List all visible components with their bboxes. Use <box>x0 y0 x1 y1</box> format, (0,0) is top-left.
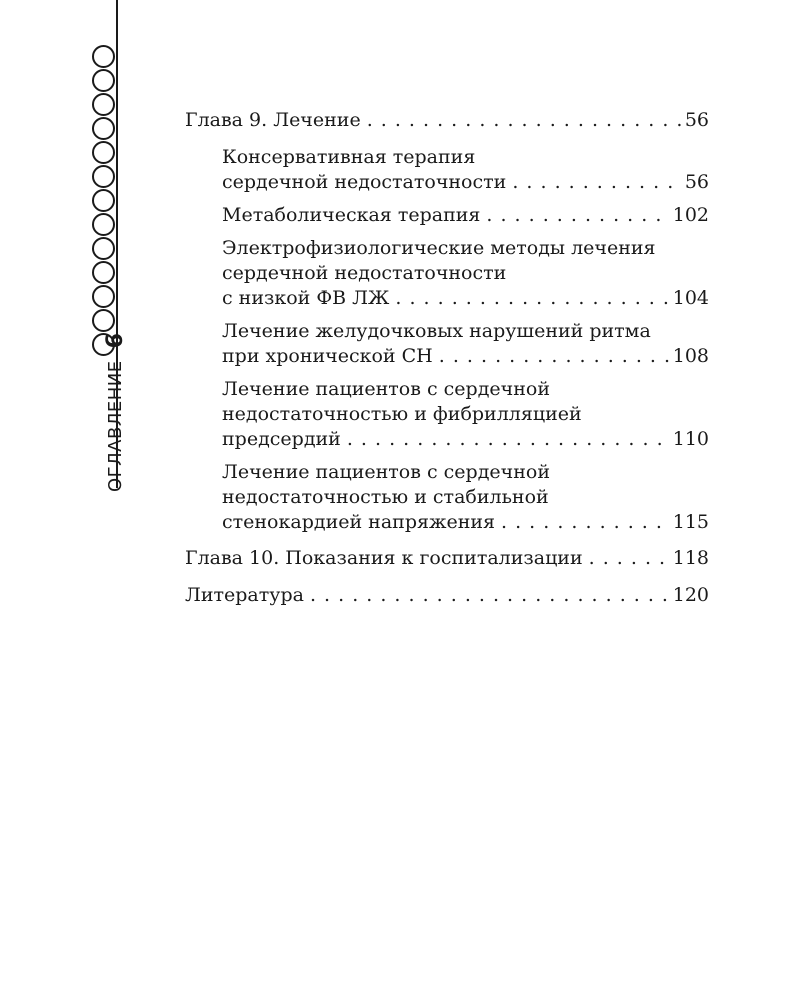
toc-page-number: 110 <box>672 428 709 450</box>
toc-entry-title-line: Электрофизиологические методы лечения <box>222 237 656 259</box>
toc-entry-title: Литература <box>185 584 304 606</box>
toc-entry-title-line: Лечение желудочковых нарушений ритма <box>222 320 651 342</box>
ring-icon <box>92 45 115 68</box>
ring-icon <box>92 189 115 212</box>
toc-entry[interactable] <box>185 145 709 195</box>
dot-leader <box>310 583 669 608</box>
dot-leader <box>501 510 669 535</box>
running-header <box>100 332 130 492</box>
toc-entry-title: стенокардией напряжения <box>222 511 496 533</box>
ring-icon <box>92 117 115 140</box>
toc-entry-title: Глава 10. Показания к госпитализации <box>185 547 583 569</box>
dot-leader <box>367 108 681 133</box>
toc-entry[interactable] <box>185 460 709 535</box>
toc-page-number: 56 <box>684 171 709 193</box>
dot-leader <box>347 427 669 452</box>
toc-entry-title-line: Лечение пациентов с сердечной <box>222 378 550 400</box>
ring-icon <box>92 237 115 260</box>
toc-entry-title-line: сердечной недостаточности <box>222 262 507 284</box>
toc-entry-title-line: недостаточностью и стабильной <box>222 486 549 508</box>
toc-page-number: 102 <box>672 204 709 226</box>
toc-entry[interactable] <box>185 377 709 452</box>
toc-entry-title: сердечной недостаточности <box>222 171 507 193</box>
ring-icon <box>92 213 115 236</box>
toc-entry[interactable] <box>185 108 709 133</box>
toc-entry[interactable] <box>185 203 709 228</box>
table-of-contents <box>185 108 709 620</box>
ring-icon <box>92 69 115 92</box>
toc-entry-title: с низкой ФВ ЛЖ <box>222 287 390 309</box>
toc-page-number: 108 <box>672 345 709 367</box>
toc-entry[interactable] <box>185 236 709 311</box>
toc-page-number: 120 <box>672 584 709 606</box>
ring-icon <box>92 141 115 164</box>
dot-leader <box>439 344 669 369</box>
toc-entry-title: при хронической СН <box>222 345 433 367</box>
dot-leader <box>486 203 668 228</box>
toc-entry-title: предсердий <box>222 428 341 450</box>
toc-entry[interactable] <box>185 546 709 571</box>
toc-page-number: 115 <box>672 511 709 533</box>
toc-entry-title: Метаболическая терапия <box>222 204 481 226</box>
toc-page-number: 118 <box>672 547 709 569</box>
page-number: 6 <box>102 332 128 349</box>
toc-entry-title-line: Консервативная терапия <box>222 146 476 168</box>
toc-entry-title: Глава 9. Лечение <box>185 109 361 131</box>
toc-entry-title-line: Лечение пациентов с сердечной <box>222 461 550 483</box>
ring-icon <box>92 309 115 332</box>
toc-page-number: 56 <box>684 109 709 131</box>
ring-icon <box>92 165 115 188</box>
dot-leader <box>395 286 668 311</box>
toc-entry[interactable] <box>185 319 709 369</box>
ring-icon <box>92 261 115 284</box>
toc-entry[interactable] <box>185 583 709 608</box>
ring-icon <box>92 93 115 116</box>
toc-entry-title-line: недостаточностью и фибрилляцией <box>222 403 582 425</box>
ring-icon <box>92 285 115 308</box>
binding-rings <box>92 45 116 357</box>
section-title: ОГЛАВЛЕНИЕ <box>104 360 126 492</box>
dot-leader <box>512 170 680 195</box>
toc-page-number: 104 <box>672 287 709 309</box>
dot-leader <box>589 546 669 571</box>
